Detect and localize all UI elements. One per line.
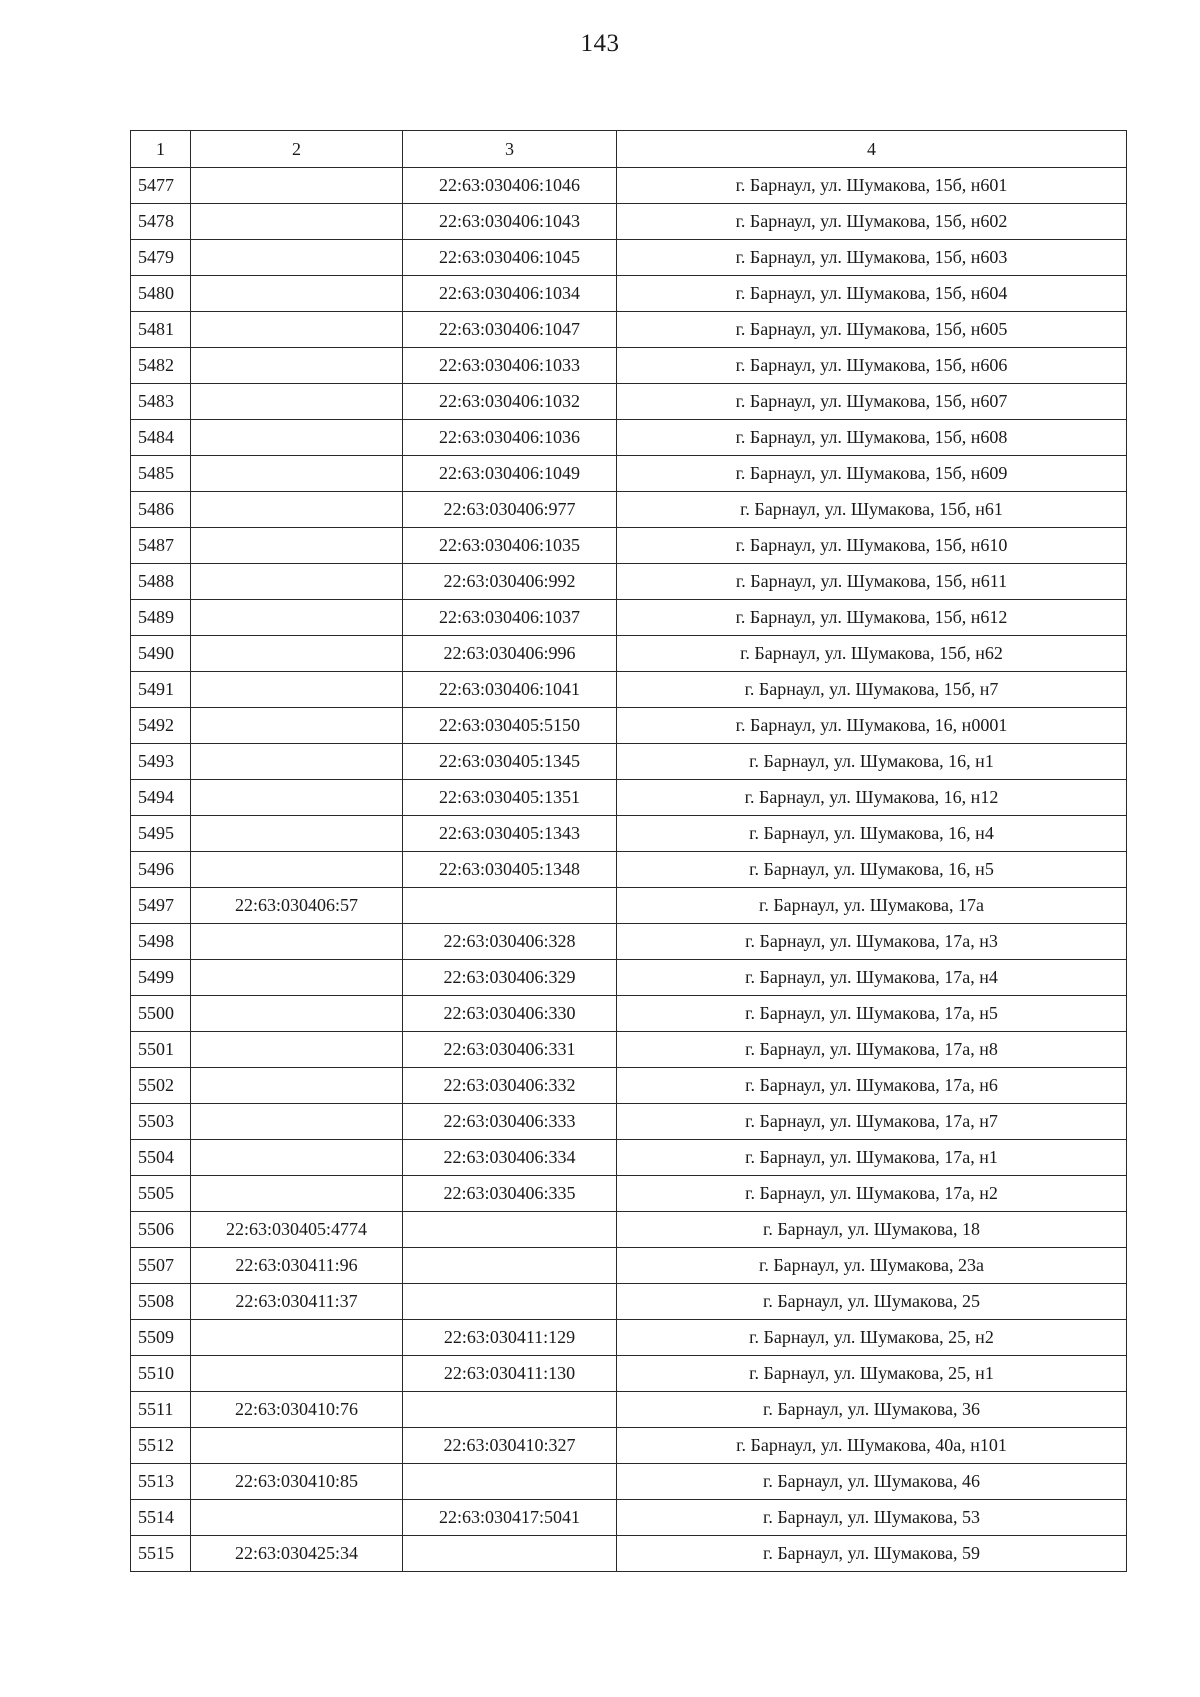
- address-cell: г. Барнаул, ул. Шумакова, 16, н1: [617, 744, 1127, 780]
- table-row: [131, 1320, 1127, 1356]
- address-cell: г. Барнаул, ул. Шумакова, 17а, н5: [617, 996, 1127, 1032]
- address-cell: г. Барнаул, ул. Шумакова, 53: [617, 1500, 1127, 1536]
- land-cadastral-number-cell: [191, 852, 403, 888]
- land-cadastral-number-cell: [191, 996, 403, 1032]
- land-cadastral-number-cell: [191, 1428, 403, 1464]
- object-cadastral-number-cell: 22:63:030405:1343: [403, 816, 617, 852]
- object-cadastral-number-cell: [403, 1536, 617, 1572]
- land-cadastral-number-cell: 22:63:030411:37: [191, 1284, 403, 1320]
- land-cadastral-number-cell: [191, 672, 403, 708]
- row-number-cell: 5481: [131, 312, 191, 348]
- land-cadastral-number-cell: [191, 708, 403, 744]
- land-cadastral-number-cell: [191, 456, 403, 492]
- row-number-cell: 5512: [131, 1428, 191, 1464]
- address-cell: г. Барнаул, ул. Шумакова, 15б, н606: [617, 348, 1127, 384]
- land-cadastral-number-cell: [191, 744, 403, 780]
- address-cell: г. Барнаул, ул. Шумакова, 15б, н608: [617, 420, 1127, 456]
- table-row: [131, 348, 1127, 384]
- land-cadastral-number-cell: [191, 348, 403, 384]
- object-cadastral-number-cell: 22:63:030410:327: [403, 1428, 617, 1464]
- address-cell: г. Барнаул, ул. Шумакова, 15б, н62: [617, 636, 1127, 672]
- table-row: [131, 1104, 1127, 1140]
- row-number-cell: 5501: [131, 1032, 191, 1068]
- object-cadastral-number-cell: 22:63:030417:5041: [403, 1500, 617, 1536]
- table-row: [131, 960, 1127, 996]
- land-cadastral-number-cell: 22:63:030406:57: [191, 888, 403, 924]
- row-number-cell: 5491: [131, 672, 191, 708]
- table-row: [131, 420, 1127, 456]
- address-cell: г. Барнаул, ул. Шумакова, 17а, н8: [617, 1032, 1127, 1068]
- table-row: [131, 528, 1127, 564]
- object-cadastral-number-cell: [403, 1212, 617, 1248]
- row-number-cell: 5483: [131, 384, 191, 420]
- row-number-cell: 5515: [131, 1536, 191, 1572]
- object-cadastral-number-cell: 22:63:030405:1351: [403, 780, 617, 816]
- land-cadastral-number-cell: [191, 1500, 403, 1536]
- land-cadastral-number-cell: [191, 1176, 403, 1212]
- row-number-cell: 5511: [131, 1392, 191, 1428]
- object-cadastral-number-cell: 22:63:030411:129: [403, 1320, 617, 1356]
- land-cadastral-number-cell: [191, 276, 403, 312]
- object-cadastral-number-cell: 22:63:030406:1041: [403, 672, 617, 708]
- table-row: [131, 1176, 1127, 1212]
- row-number-cell: 5513: [131, 1464, 191, 1500]
- row-number-cell: 5500: [131, 996, 191, 1032]
- table-row: [131, 1500, 1127, 1536]
- address-cell: г. Барнаул, ул. Шумакова, 15б, н61: [617, 492, 1127, 528]
- row-number-cell: 5508: [131, 1284, 191, 1320]
- table-row: [131, 204, 1127, 240]
- land-cadastral-number-cell: [191, 1140, 403, 1176]
- header-row: [131, 131, 1127, 168]
- table-row: [131, 744, 1127, 780]
- row-number-cell: 5498: [131, 924, 191, 960]
- address-cell: г. Барнаул, ул. Шумакова, 25: [617, 1284, 1127, 1320]
- land-cadastral-number-cell: [191, 780, 403, 816]
- address-cell: г. Барнаул, ул. Шумакова, 15б, н612: [617, 600, 1127, 636]
- row-number-cell: 5505: [131, 1176, 191, 1212]
- table-row: [131, 816, 1127, 852]
- table-row: [131, 276, 1127, 312]
- row-number-cell: 5478: [131, 204, 191, 240]
- object-cadastral-number-cell: 22:63:030406:1046: [403, 168, 617, 204]
- land-cadastral-number-cell: [191, 420, 403, 456]
- table-row: [131, 996, 1127, 1032]
- object-cadastral-number-cell: 22:63:030406:335: [403, 1176, 617, 1212]
- table-row: [131, 1248, 1127, 1284]
- land-cadastral-number-cell: [191, 1320, 403, 1356]
- object-cadastral-number-cell: 22:63:030406:329: [403, 960, 617, 996]
- row-number-cell: 5504: [131, 1140, 191, 1176]
- row-number-cell: 5514: [131, 1500, 191, 1536]
- address-cell: г. Барнаул, ул. Шумакова, 15б, н602: [617, 204, 1127, 240]
- address-cell: г. Барнаул, ул. Шумакова, 16, н0001: [617, 708, 1127, 744]
- address-cell: г. Барнаул, ул. Шумакова, 15б, н604: [617, 276, 1127, 312]
- table-row: [131, 1140, 1127, 1176]
- row-number-cell: 5510: [131, 1356, 191, 1392]
- object-cadastral-number-cell: 22:63:030406:1037: [403, 600, 617, 636]
- table-row: [131, 1428, 1127, 1464]
- table-row: [131, 636, 1127, 672]
- address-cell: г. Барнаул, ул. Шумакова, 23а: [617, 1248, 1127, 1284]
- row-number-cell: 5509: [131, 1320, 191, 1356]
- table-row: [131, 1284, 1127, 1320]
- table-body: [131, 168, 1127, 1572]
- row-number-cell: 5484: [131, 420, 191, 456]
- land-cadastral-number-cell: [191, 492, 403, 528]
- object-cadastral-number-cell: 22:63:030405:5150: [403, 708, 617, 744]
- object-cadastral-number-cell: 22:63:030406:992: [403, 564, 617, 600]
- row-number-cell: 5507: [131, 1248, 191, 1284]
- object-cadastral-number-cell: 22:63:030406:332: [403, 1068, 617, 1104]
- table-row: [131, 240, 1127, 276]
- address-cell: г. Барнаул, ул. Шумакова, 15б, н601: [617, 168, 1127, 204]
- address-cell: г. Барнаул, ул. Шумакова, 15б, н610: [617, 528, 1127, 564]
- page-number: 143: [580, 30, 620, 57]
- address-cell: г. Барнаул, ул. Шумакова, 17а: [617, 888, 1127, 924]
- object-cadastral-number-cell: 22:63:030405:1345: [403, 744, 617, 780]
- table-row: [131, 492, 1127, 528]
- object-cadastral-number-cell: [403, 1284, 617, 1320]
- object-cadastral-number-cell: 22:63:030406:333: [403, 1104, 617, 1140]
- table-row: [131, 312, 1127, 348]
- header-col-4: 4: [617, 131, 1127, 168]
- address-cell: г. Барнаул, ул. Шумакова, 17а, н3: [617, 924, 1127, 960]
- table-row: [131, 708, 1127, 744]
- land-cadastral-number-cell: [191, 924, 403, 960]
- address-cell: г. Барнаул, ул. Шумакова, 36: [617, 1392, 1127, 1428]
- row-number-cell: 5494: [131, 780, 191, 816]
- row-number-cell: 5485: [131, 456, 191, 492]
- land-cadastral-number-cell: [191, 960, 403, 996]
- row-number-cell: 5488: [131, 564, 191, 600]
- table-row: [131, 1392, 1127, 1428]
- object-cadastral-number-cell: 22:63:030406:977: [403, 492, 617, 528]
- row-number-cell: 5506: [131, 1212, 191, 1248]
- land-cadastral-number-cell: [191, 204, 403, 240]
- address-cell: г. Барнаул, ул. Шумакова, 17а, н4: [617, 960, 1127, 996]
- land-cadastral-number-cell: [191, 240, 403, 276]
- land-cadastral-number-cell: 22:63:030410:85: [191, 1464, 403, 1500]
- object-cadastral-number-cell: 22:63:030405:1348: [403, 852, 617, 888]
- table-row: [131, 852, 1127, 888]
- object-cadastral-number-cell: 22:63:030406:1049: [403, 456, 617, 492]
- land-cadastral-number-cell: [191, 168, 403, 204]
- address-cell: г. Барнаул, ул. Шумакова, 16, н4: [617, 816, 1127, 852]
- land-cadastral-number-cell: 22:63:030410:76: [191, 1392, 403, 1428]
- table-row: [131, 1068, 1127, 1104]
- object-cadastral-number-cell: 22:63:030406:1047: [403, 312, 617, 348]
- table-row: [131, 168, 1127, 204]
- address-cell: г. Барнаул, ул. Шумакова, 15б, н605: [617, 312, 1127, 348]
- object-cadastral-number-cell: [403, 1464, 617, 1500]
- address-cell: г. Барнаул, ул. Шумакова, 15б, н7: [617, 672, 1127, 708]
- table-row: [131, 1464, 1127, 1500]
- table-row: [131, 1536, 1127, 1572]
- address-cell: г. Барнаул, ул. Шумакова, 15б, н603: [617, 240, 1127, 276]
- address-cell: г. Барнаул, ул. Шумакова, 25, н2: [617, 1320, 1127, 1356]
- table-row: [131, 1032, 1127, 1068]
- address-cell: г. Барнаул, ул. Шумакова, 17а, н2: [617, 1176, 1127, 1212]
- object-cadastral-number-cell: 22:63:030406:328: [403, 924, 617, 960]
- address-cell: г. Барнаул, ул. Шумакова, 18: [617, 1212, 1127, 1248]
- table-row: [131, 1212, 1127, 1248]
- object-cadastral-number-cell: 22:63:030406:996: [403, 636, 617, 672]
- address-cell: г. Барнаул, ул. Шумакова, 59: [617, 1536, 1127, 1572]
- land-cadastral-number-cell: [191, 1104, 403, 1140]
- row-number-cell: 5480: [131, 276, 191, 312]
- row-number-cell: 5499: [131, 960, 191, 996]
- row-number-cell: 5489: [131, 600, 191, 636]
- object-cadastral-number-cell: [403, 1392, 617, 1428]
- object-cadastral-number-cell: [403, 1248, 617, 1284]
- address-cell: г. Барнаул, ул. Шумакова, 15б, н611: [617, 564, 1127, 600]
- land-cadastral-number-cell: [191, 1032, 403, 1068]
- table-row: [131, 780, 1127, 816]
- land-cadastral-number-cell: 22:63:030405:4774: [191, 1212, 403, 1248]
- row-number-cell: 5502: [131, 1068, 191, 1104]
- land-cadastral-number-cell: 22:63:030411:96: [191, 1248, 403, 1284]
- row-number-cell: 5503: [131, 1104, 191, 1140]
- land-cadastral-number-cell: [191, 1068, 403, 1104]
- object-cadastral-number-cell: 22:63:030406:1035: [403, 528, 617, 564]
- row-number-cell: 5477: [131, 168, 191, 204]
- land-cadastral-number-cell: [191, 564, 403, 600]
- address-cell: г. Барнаул, ул. Шумакова, 17а, н1: [617, 1140, 1127, 1176]
- table-row: [131, 564, 1127, 600]
- land-cadastral-number-cell: [191, 528, 403, 564]
- address-cell: г. Барнаул, ул. Шумакова, 17а, н7: [617, 1104, 1127, 1140]
- land-cadastral-number-cell: [191, 816, 403, 852]
- land-cadastral-number-cell: [191, 636, 403, 672]
- header-col-3: 3: [403, 131, 617, 168]
- object-cadastral-number-cell: 22:63:030406:1032: [403, 384, 617, 420]
- row-number-cell: 5482: [131, 348, 191, 384]
- row-number-cell: 5487: [131, 528, 191, 564]
- object-cadastral-number-cell: 22:63:030406:331: [403, 1032, 617, 1068]
- object-cadastral-number-cell: [403, 888, 617, 924]
- address-cell: г. Барнаул, ул. Шумакова, 46: [617, 1464, 1127, 1500]
- address-cell: г. Барнаул, ул. Шумакова, 15б, н609: [617, 456, 1127, 492]
- address-cell: г. Барнаул, ул. Шумакова, 16, н5: [617, 852, 1127, 888]
- table-row: [131, 672, 1127, 708]
- row-number-cell: 5495: [131, 816, 191, 852]
- object-cadastral-number-cell: 22:63:030406:1036: [403, 420, 617, 456]
- header-col-2: 2: [191, 131, 403, 168]
- address-cell: г. Барнаул, ул. Шумакова, 17а, н6: [617, 1068, 1127, 1104]
- address-cell: г. Барнаул, ул. Шумакова, 25, н1: [617, 1356, 1127, 1392]
- address-cell: г. Барнаул, ул. Шумакова, 16, н12: [617, 780, 1127, 816]
- table-row: [131, 384, 1127, 420]
- row-number-cell: 5497: [131, 888, 191, 924]
- object-cadastral-number-cell: 22:63:030406:1045: [403, 240, 617, 276]
- object-cadastral-number-cell: 22:63:030406:1034: [403, 276, 617, 312]
- address-cell: г. Барнаул, ул. Шумакова, 15б, н607: [617, 384, 1127, 420]
- object-cadastral-number-cell: 22:63:030411:130: [403, 1356, 617, 1392]
- land-cadastral-number-cell: [191, 384, 403, 420]
- row-number-cell: 5490: [131, 636, 191, 672]
- land-cadastral-number-cell: [191, 1356, 403, 1392]
- row-number-cell: 5493: [131, 744, 191, 780]
- table-row: [131, 1356, 1127, 1392]
- table-row: [131, 600, 1127, 636]
- object-cadastral-number-cell: 22:63:030406:334: [403, 1140, 617, 1176]
- registry-table: [130, 130, 1127, 1572]
- object-cadastral-number-cell: 22:63:030406:330: [403, 996, 617, 1032]
- header-col-1: 1: [131, 131, 191, 168]
- row-number-cell: 5479: [131, 240, 191, 276]
- table-row: [131, 924, 1127, 960]
- object-cadastral-number-cell: 22:63:030406:1043: [403, 204, 617, 240]
- table-row: [131, 888, 1127, 924]
- table-row: [131, 456, 1127, 492]
- table-header: [131, 131, 1127, 168]
- row-number-cell: 5486: [131, 492, 191, 528]
- object-cadastral-number-cell: 22:63:030406:1033: [403, 348, 617, 384]
- row-number-cell: 5492: [131, 708, 191, 744]
- land-cadastral-number-cell: [191, 600, 403, 636]
- row-number-cell: 5496: [131, 852, 191, 888]
- land-cadastral-number-cell: [191, 312, 403, 348]
- address-cell: г. Барнаул, ул. Шумакова, 40а, н101: [617, 1428, 1127, 1464]
- land-cadastral-number-cell: 22:63:030425:34: [191, 1536, 403, 1572]
